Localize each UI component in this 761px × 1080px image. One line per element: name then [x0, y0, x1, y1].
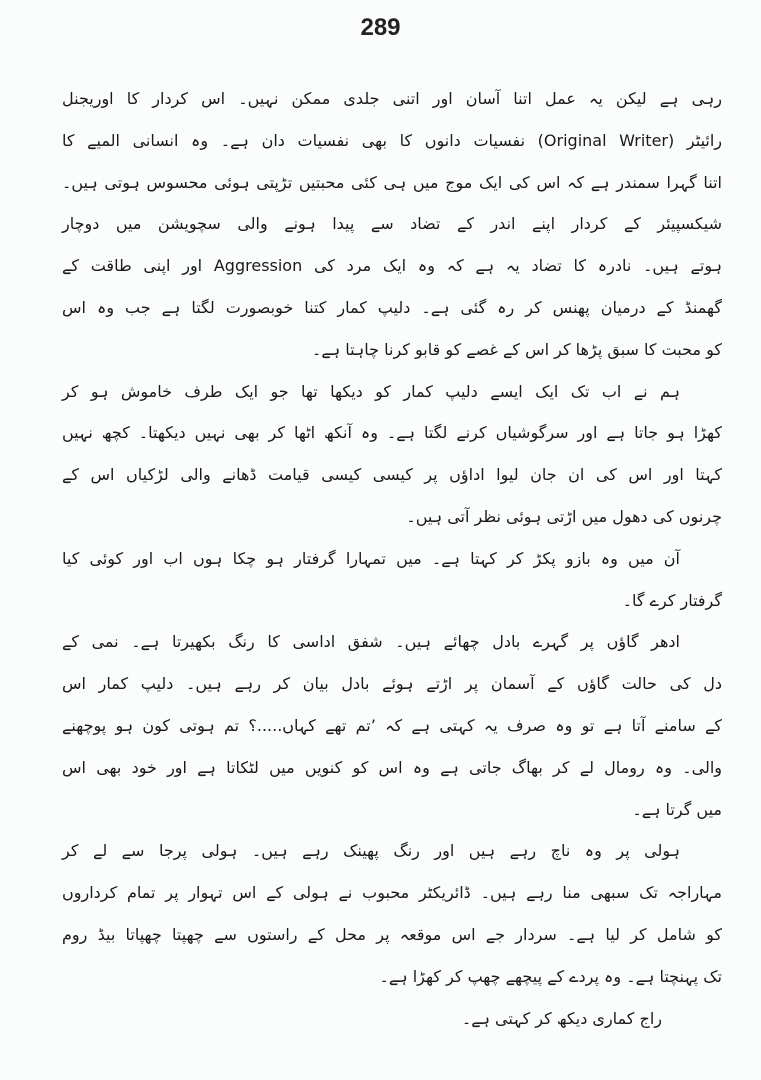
text-line: کو محبت کا سبق پڑھا کر اس کے غصے کو قابو کرنا چاہتا ہے۔: [312, 339, 722, 359]
text-line: گھمنڈ کے درمیان پھنس کر رہ گئی ہے۔ دلیپ کمار کتنا خوبصورت لگتا ہے جب وہ اس: [62, 297, 722, 317]
text-line: گرفتار کرے گا۔: [622, 590, 722, 610]
page-number: 289: [360, 14, 401, 41]
text-line: رہی ہے لیکن یہ عمل اتنا آسان اور اتنی جلدی ممکن نہیں۔ اس کردار کا اوریجنل: [62, 89, 722, 108]
text-line: کو شامل کر لیا ہے۔ سردار جے اس موقعہ پر محل کے راستوں سے چھپتا چھپاتا بیڈ روم: [62, 924, 722, 944]
text-line: دل کی حالت گاؤں کے آسمان پر اڑتے ہوئے بادل بیان کر رہے ہیں۔ دلیپ کمار اس: [62, 674, 722, 694]
text-line: کہتا اور اس کی ان جان لیوا اداؤں پر کیسی کیسی قیامت ڈھانے والی لڑکیاں اس کے: [62, 465, 722, 485]
paragraph-start-line: ہم نے اب تک ایک ایسے دلیپ کمار کو دیکھا تھا جو ایک طرف خاموش ہو کر: [62, 381, 680, 401]
text-line: تک پہنچتا ہے۔ وہ پردے کے پیچھے چھپ کر کھڑا ہے۔: [379, 966, 722, 986]
text-line: رائیٹر (Original Writer) نفسیات دانوں کا بھی نفسیات دان ہے۔ وہ انسانی المیے کا: [62, 130, 723, 150]
text-line: اتنا گہرا سمندر ہے کہ اس کی ایک موج میں ہی کئی محبتیں تڑپتی ہوئی محسوس ہوتی ہیں۔: [62, 172, 722, 192]
paragraph-start-line: آن میں وہ بازو پکڑ کر کہتا ہے۔ میں تمہارا گرفتار ہو چکا ہوں اب اور کوئی کیا: [62, 548, 680, 568]
text-line: میں گرتا ہے۔: [632, 799, 722, 819]
text-line: کے سامنے آتا ہے تو وہ صرف یہ کہتی ہے کہ ’تم تھے کہاں.....؟ تم ہوتی کون ہو پوچھنے: [62, 715, 722, 735]
text-line: چرنوں کی دھول میں اڑتی ہوئی نظر آتی ہیں۔: [406, 506, 722, 526]
text-line: والی۔ وہ رومال لے کر بھاگ جاتی ہے وہ اس کو کنویں میں لٹکاتا ہے اور خود بھی اس: [62, 757, 722, 777]
text-line: شیکسپیئر کے کردار اپنے اندر کے تضاد سے پیدا ہونے والی سچویشن میں دوچار: [62, 214, 722, 234]
text-line: مہاراجہ تک سبھی منا رہے ہیں۔ ڈائریکٹر محبوب نے ہولی کے اس تہوار پر تمام کرداروں: [62, 883, 722, 903]
text-line: کھڑا ہو جاتا ہے اور سرگوشیاں کرنے لگتا ہے۔ وہ آنکھ اٹھا کر بھی نہیں دیکھتا۔ کچھ نہیں: [62, 423, 722, 443]
paragraph-start-line: ہولی پر وہ ناچ رہے ہیں اور رنگ پھینک رہے ہیں۔ ہولی پرجا سے لے کر: [62, 841, 680, 861]
body-text: [62, 78, 722, 1039]
paragraph-start-line: راج کماری دیکھ کر کہتی ہے۔: [461, 1008, 662, 1028]
paragraph-start-line: ادھر گاؤں پر گہرے بادل چھائے ہیں۔ شفق اداسی کا رنگ بکھیرتا ہے۔ نمی کے: [62, 632, 680, 652]
text-line: ہوتے ہیں۔ نادرہ کا تضاد یہ ہے کہ وہ ایک مرد کی Aggression اور اپنی طاقت کے: [62, 256, 723, 276]
